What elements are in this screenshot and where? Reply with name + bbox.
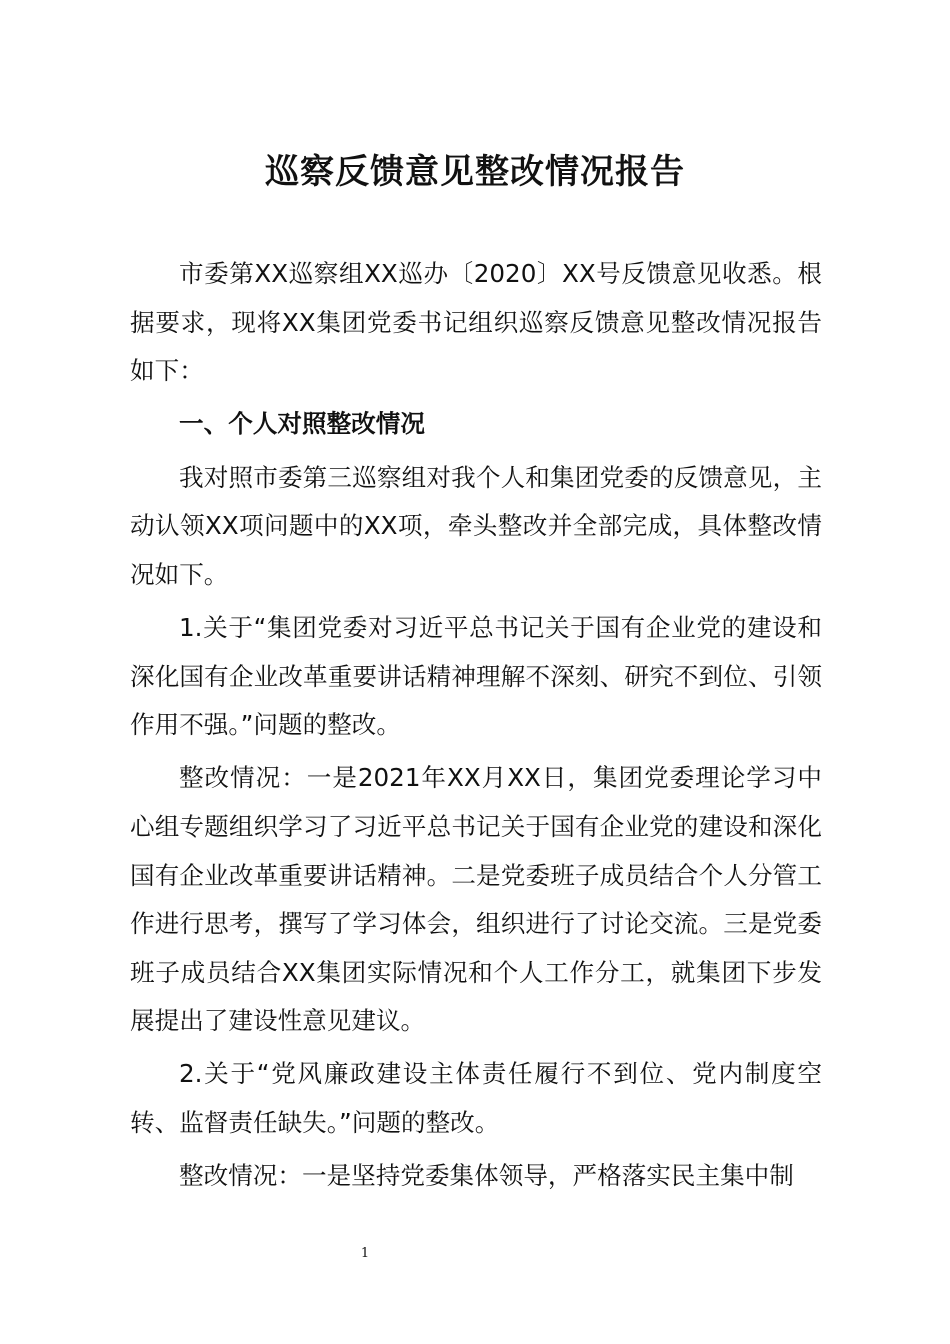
document-title: 巡察反馈意见整改情况报告 — [265, 152, 685, 192]
page-number: 1 — [360, 1246, 370, 1261]
item1-title-paragraph: 1.关于“集团党委对习近平总书记关于国有企业党的建设和深化国有企业改革重要讲话精神理解不深刻、研究不到位、引领作用不强。”问题的整改。 — [130, 612, 822, 740]
item2-status-paragraph: 整改情况：一是坚持党委集体领导，严格落实民主集中制 — [179, 1161, 794, 1191]
item2-title-paragraph: 2.关于“党风廉政建设主体责任履行不到位、党内制度空转、监督责任缺失。”问题的整改。 — [130, 1059, 822, 1138]
item1-status-paragraph: 整改情况：一是2021年XX月XX日，集团党委理论学习中心组专题组织学习了习近平总书记关于国有企业党的建设和深化国有企业改革重要讲话精神。二是党委班子成员结合个人分管工作进行思考，撰写了学习体会，组织进行了讨论交流。三是党委班子成员结合XX集团实际情况和个人工作分工，就集团下步发展提出了建设性意见建议。 — [130, 763, 822, 1036]
section-heading-1: 一、个人对照整改情况 — [179, 409, 425, 439]
document-body — [130, 250, 822, 1205]
section1-intro-paragraph: 我对照市委第三巡察组对我个人和集团党委的反馈意见，主动认领XX项问题中的XX项，牵头整改并全部完成，具体整改情况如下。 — [130, 462, 822, 589]
intro-paragraph: 市委第XX巡察组XX巡办〔2020〕XX号反馈意见收悉。根据要求，现将XX集团党委书记组织巡察反馈意见整改情况报告如下： — [130, 259, 822, 386]
